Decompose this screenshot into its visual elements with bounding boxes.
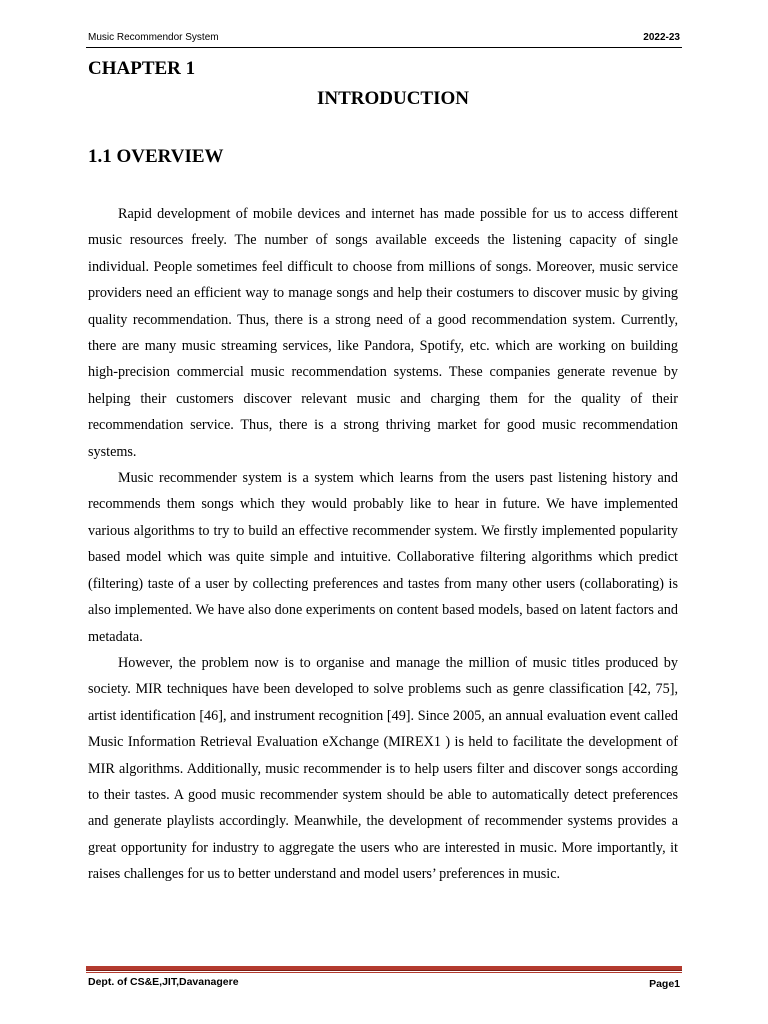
chapter-title: INTRODUCTION: [316, 88, 470, 109]
chapter-number: CHAPTER 1: [88, 58, 196, 79]
footer-department: Dept. of CS&E,JIT,Davanagere: [88, 976, 239, 988]
header-divider: [86, 47, 682, 48]
body-text: [88, 201, 678, 888]
section-heading: 1.1 OVERVIEW: [88, 146, 224, 167]
paragraph: Rapid development of mobile devices and internet has made possible for us to access different music resources freely. The number of songs available exceeds the listening capacity of single individual. People sometimes feel difficult to choose from millions of songs. Moreover, music service providers need an efficient way to manage songs and help their costumers to discover music by giving quality recommendation. Thus, there is a strong need of a good recommendation system. Currently, there are many music streaming services, like Pandora, Spotify, etc. which are working on building high-precision commercial music recommendation systems. These companies generate revenue by helping their customers discover relevant music and charging them for the quality of their recommendation service. Thus, there is a strong thriving market for good music recommendation systems.: [88, 206, 678, 460]
page-header: [88, 30, 680, 46]
paragraph: However, the problem now is to organise and manage the million of music titles produced by society. MIR techniques have been developed to solve problems such as genre classification [42, 75], artist identification [46], and instrument recognition [49]. Since 2005, an annual evaluation event called Music Information Retrieval Evaluation eXchange (MIREX1 ) is held to facilitate the development of MIR algorithms. Additionally, music recommender is to help users filter and discover songs according to their tastes. A good music recommender system should be able to automatically detect preferences and generate playlists accordingly. Meanwhile, the development of recommender systems provides a great opportunity for industry to aggregate the users who are interested in music. More importantly, it raises challenges for us to better understand and model users’ preferences in music.: [88, 654, 678, 883]
header-title: Music Recommendor System: [88, 32, 219, 43]
header-year: 2022-23: [643, 32, 680, 43]
footer-divider: [86, 966, 682, 971]
footer-page-number: Page1: [649, 978, 680, 990]
paragraph: Music recommender system is a system which learns from the users past listening history and recommends them songs which they would probably like to hear in future. We have implemented various algorithms to try to build an effective recommender system. We firstly implemented popularity based model which was quite simple and intuitive. Collaborative filtering algorithms which predict (filtering) taste of a user by collecting preferences and tastes from many other users (collaborating) is also implemented. We have also done experiments on content based models, based on latent factors and metadata.: [88, 470, 678, 645]
footer-divider-thin: [86, 972, 682, 973]
